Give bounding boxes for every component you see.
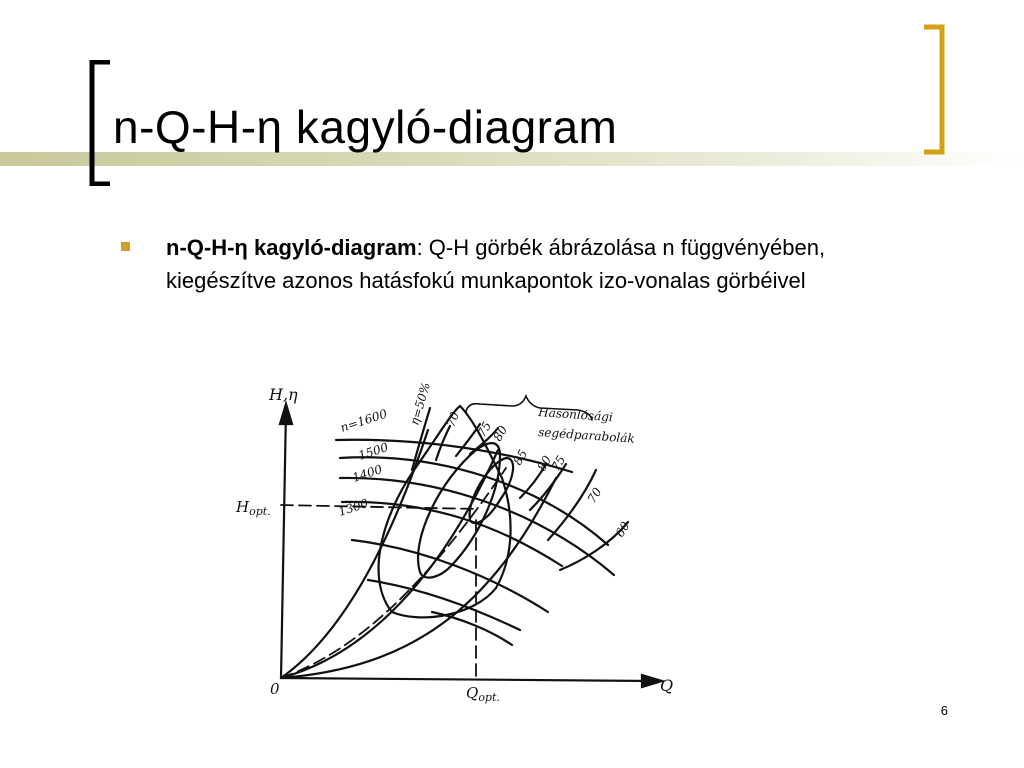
speed-label-1300: 1300	[336, 496, 370, 519]
x-axis-label: Q	[660, 676, 674, 695]
bullet-bold-term: n-Q-H-η kagyló-diagram	[166, 235, 417, 260]
q-opt-main: Q	[466, 684, 479, 702]
y-axis-label: H,η	[269, 385, 298, 404]
y-axis	[281, 410, 286, 678]
h-opt-main: H	[236, 498, 250, 516]
y-axis-arrow	[280, 404, 292, 424]
page-number: 6	[940, 703, 948, 718]
h-opt-line	[281, 505, 478, 509]
speed-curve-low-3	[432, 612, 512, 645]
parabola-2	[281, 450, 498, 678]
x-axis	[281, 678, 655, 681]
q-opt-sub: opt.	[478, 691, 500, 704]
note-line-2: segédparabolák	[537, 425, 636, 446]
eff-label-80: 80	[490, 423, 511, 444]
h-opt-sub: opt.	[249, 505, 271, 518]
speed-label-1600: n=1600	[338, 406, 389, 435]
eff-label-80b: 80	[534, 453, 555, 474]
x-axis-arrow	[642, 675, 662, 687]
eff-label-50: η=50%	[407, 380, 433, 427]
eff-label-75b: 75	[548, 453, 569, 474]
eff-label-75: 75	[474, 419, 495, 440]
speed-label-1400: 1400	[350, 462, 384, 485]
origin-label: 0	[270, 680, 280, 698]
speed-curve-1300	[342, 502, 562, 566]
speed-label-1500: 1500	[356, 440, 390, 463]
eff-label-85: 85	[510, 447, 531, 468]
bullet-description: : Q-H görbék ábrázolása n függvényében, kiegészítve azonos hatásfokú munkapontok izo-vonalas görbéivel	[166, 235, 826, 293]
parabola-1	[281, 430, 428, 678]
note-line-1: Hasonlósági	[537, 405, 614, 425]
q-opt-label	[466, 684, 500, 704]
slide-title: n-Q-H-η kagyló-diagram	[113, 101, 618, 153]
eff-label-60: 60	[612, 519, 633, 540]
eff-label-70b: 70	[584, 485, 605, 506]
h-opt-label	[235, 498, 271, 518]
eff-label-70: 70	[443, 409, 463, 430]
eff-line-70	[436, 426, 450, 460]
